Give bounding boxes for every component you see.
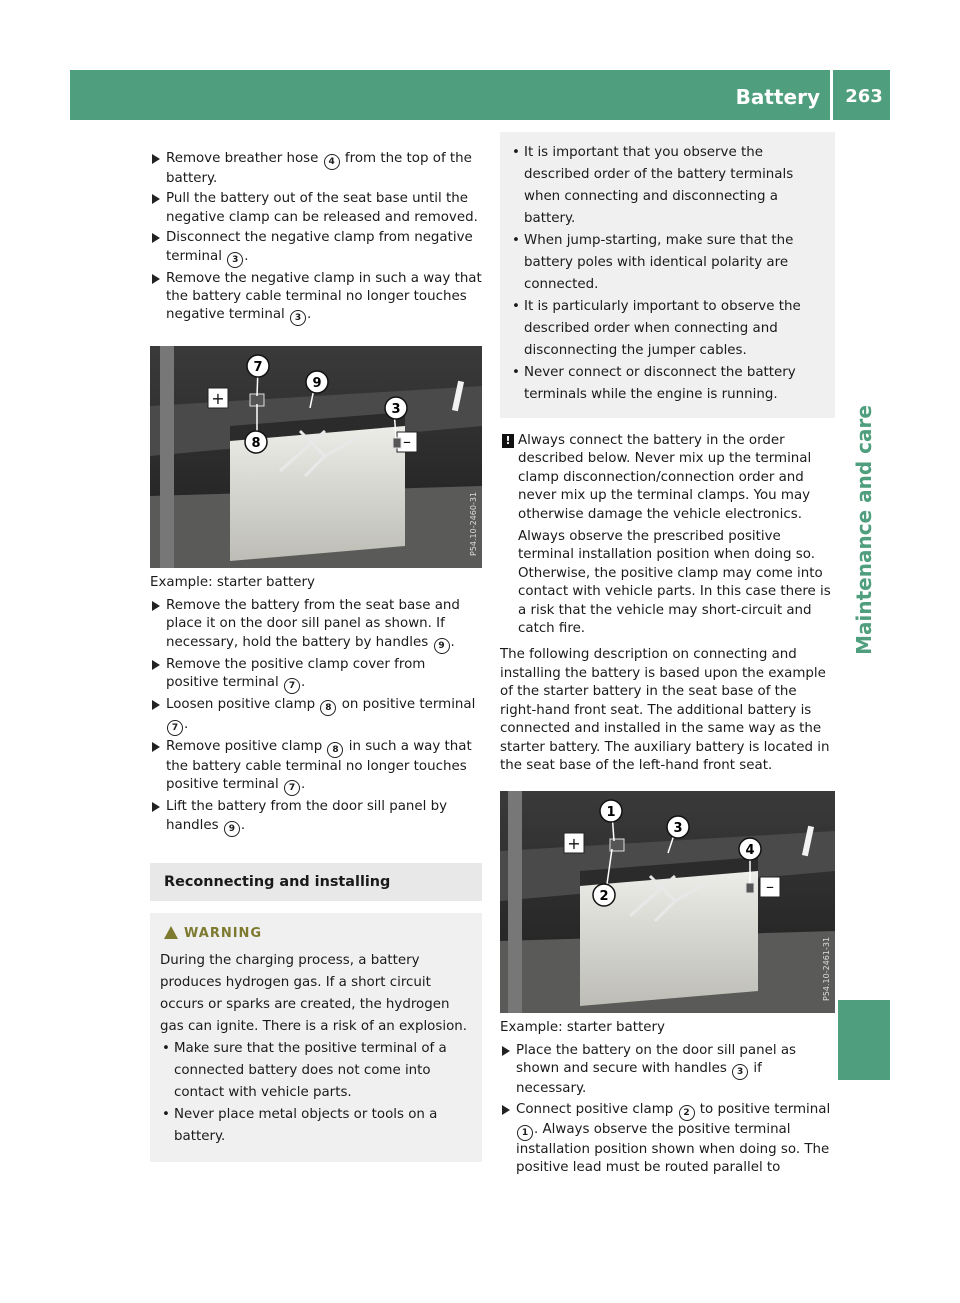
- info-box: [500, 132, 835, 418]
- step-item: Remove the negative clamp in such a way that the battery cable terminal no longer touches negative terminal 3 .: [150, 270, 482, 327]
- step-item: Remove positive clamp 8 in such a way that the battery cable terminal no longer touches positive terminal 7 .: [150, 738, 482, 796]
- side-section-label-text: Maintenance and care: [852, 405, 876, 655]
- right-column: [500, 132, 835, 1179]
- callout-3: [667, 816, 689, 838]
- plus-label: +: [567, 834, 581, 854]
- figure-code: P54.10-2460-31: [469, 492, 478, 557]
- notice-block: [500, 432, 835, 638]
- battery-photo-figure: [150, 346, 482, 568]
- figure-caption: Example: starter battery: [500, 1020, 665, 1036]
- step-item: Remove the positive clamp cover from positive terminal 7 .: [150, 656, 482, 694]
- callout-number: 4: [324, 154, 340, 170]
- info-bullet: • When jump-starting, make sure that the battery poles with identical polarity are connected.: [510, 230, 825, 296]
- callout-number: 3: [290, 310, 306, 326]
- description-paragraph: The following description on connecting and installing the battery is based upon the example of the starter battery in the seat base of the right-hand front seat. The additional battery is connected and installed in the same way as the starter battery. The auxiliary battery is located in the seat base of the left-hand front seat.: [500, 647, 830, 773]
- steps-install: [500, 1042, 835, 1178]
- step-item: Remove breather hose 4 from the top of the battery.: [150, 150, 482, 188]
- step-item: Lift the battery from the door sill panel by handles 9 .: [150, 798, 482, 836]
- callout-2: [593, 884, 615, 906]
- warning-bullet: • Make sure that the positive terminal of a connected battery does not come into contact with vehicle parts.: [160, 1038, 472, 1104]
- header-title: Battery: [735, 85, 820, 109]
- warning-text: During the charging process, a battery produces hydrogen gas. If a short circuit occurs or sparks are created, the hydrogen gas can ignite. There is a risk of an explosion.: [160, 952, 468, 1034]
- callout-1: [600, 800, 622, 822]
- side-tab-marker: [838, 1000, 890, 1080]
- callout-number: 1: [517, 1125, 533, 1141]
- callout-7: [247, 355, 269, 377]
- callout-number: 9: [224, 821, 240, 837]
- page-number: 263: [845, 86, 883, 107]
- plus-label: +: [211, 389, 225, 409]
- warning-box: [150, 913, 482, 1161]
- figure-caption: Example: starter battery: [150, 575, 315, 591]
- info-bullet: • It is particularly important to observe the described order when connecting and disconnecting the jumper cables.: [510, 296, 825, 362]
- step-item: Place the battery on the door sill panel as shown and secure with handles 3 if necessary.: [500, 1042, 835, 1099]
- steps-remove-top: [150, 150, 482, 326]
- callout-number: 8: [320, 700, 336, 716]
- side-section-label: [838, 370, 890, 690]
- notice-text: Always observe the prescribed positive terminal installation position when doing so. Otherwise, the positive clamp may come into contact with vehicle parts. In this case there is a risk that the vehicle may short-circuit and catch fire.: [518, 529, 831, 637]
- exclamation-icon: !: [502, 434, 514, 448]
- callout-3: [385, 397, 407, 419]
- info-bullet: • Never connect or disconnect the battery terminals while the engine is running.: [510, 362, 825, 406]
- step-item: Connect positive clamp 2 to positive terminal 1 . Always observe the positive terminal installation position shown when doing so. The positive lead must be routed parallel to: [500, 1101, 835, 1178]
- callout-number: 8: [327, 742, 343, 758]
- steps-remove-bottom: [150, 597, 482, 837]
- warning-title: WARNING: [160, 925, 472, 943]
- svg-text:4: 4: [745, 843, 755, 859]
- callout-9: [306, 371, 328, 393]
- step-item: Loosen positive clamp 8 on positive terminal 7 .: [150, 696, 482, 736]
- callout-number: 9: [434, 638, 450, 654]
- minus-label: –: [766, 877, 774, 897]
- svg-text:7: 7: [253, 360, 263, 376]
- callout-8: [245, 431, 267, 453]
- figure-code: P54.10-2461-31: [822, 937, 831, 1002]
- header-separator: [830, 70, 833, 120]
- callout-number: 3: [732, 1064, 748, 1080]
- minus-label: –: [403, 432, 411, 452]
- step-item: Remove the battery from the seat base and place it on the door sill panel as shown. If necessary, hold the battery by handles 9 .: [150, 597, 482, 654]
- notice-text: Always connect the battery in the order described below. Never mix up the terminal clamp disconnection/connection order and never mix up the terminal clamps. You may otherwise damage the vehicle electronics.: [518, 433, 812, 522]
- left-column: [150, 150, 482, 1162]
- section-heading: Reconnecting and installing: [150, 863, 482, 901]
- callout-number: 7: [284, 780, 300, 796]
- warning-bullet: • Never place metal objects or tools on a battery.: [160, 1104, 472, 1148]
- info-bullet: • It is important that you observe the described order of the battery terminals when connecting and disconnecting a battery.: [510, 142, 825, 230]
- callout-number: 7: [284, 678, 300, 694]
- svg-text:2: 2: [599, 889, 609, 905]
- callout-number: 7: [167, 720, 183, 736]
- callout-number: 2: [679, 1105, 695, 1121]
- svg-text:8: 8: [251, 436, 261, 452]
- step-item: Pull the battery out of the seat base until the negative clamp can be released and removed.: [150, 190, 482, 227]
- svg-text:3: 3: [673, 821, 683, 837]
- svg-text:3: 3: [391, 402, 401, 418]
- callout-4: [739, 838, 761, 860]
- svg-text:9: 9: [312, 376, 322, 392]
- battery-photo-figure-2: [500, 791, 835, 1013]
- step-item: Disconnect the negative clamp from negative terminal 3 .: [150, 229, 482, 267]
- svg-text:1: 1: [606, 805, 616, 821]
- warning-triangle-icon: [164, 926, 178, 939]
- callout-number: 3: [227, 252, 243, 268]
